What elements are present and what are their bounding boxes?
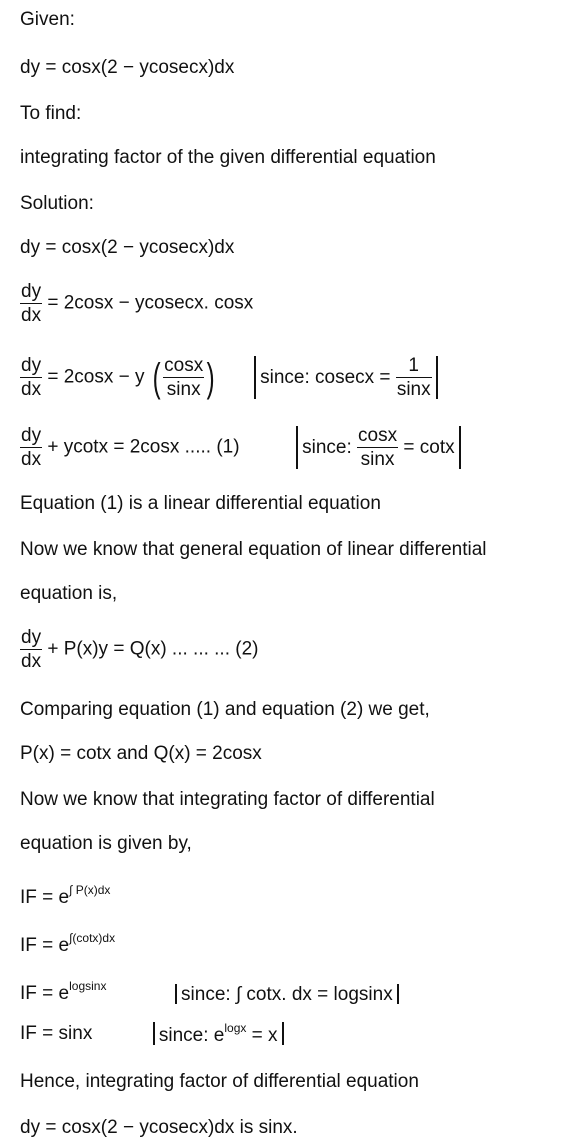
equation-general-form: [20, 628, 259, 671]
given-equation: dy = cosx(2 − ycosecx)dx: [20, 57, 235, 78]
final-answer: dy = cosx(2 − ycosecx)dx is sinx.: [20, 1117, 298, 1138]
to-find-label: To find:: [20, 103, 82, 124]
if-formula-3: IF = $e^{logsinx}$ since: ∫ cotx. dx = logsinx: [20, 974, 399, 1006]
dy-dx-fraction: $\frac{dy}{dx}$: [21, 281, 42, 326]
given-label: Given:: [20, 9, 75, 30]
if-line-2: equation is given by,: [20, 833, 192, 854]
since-note-cosec: since: cosecx = $\frac{1}{\sin x}$: [254, 356, 438, 399]
dy-dx-fraction: $\frac{dy}{dx}$: [21, 627, 42, 672]
equation-step-2: [20, 282, 253, 325]
dy-dx-fraction: $\frac{dy}{dx}$: [21, 425, 42, 470]
p-q-values: P(x) = cotx and Q(x) = 2cosx: [20, 743, 262, 764]
equation-step-4: [20, 426, 461, 469]
if-formula-1: IF = $e^{\int P(x)dx}$: [20, 883, 111, 908]
if-exponent-1: ∫ P(x)dx: [69, 883, 111, 897]
equation-step-3: $\frac{dy}{dx}$ = 2cosx − y ( $\frac{\cos x}{\sin x}$ ) since: cosecx = $\frac{1}{\sin x}$: [20, 356, 438, 399]
general-form-rhs: + P(x)y = Q(x) ... ... ... (2): [47, 638, 259, 660]
to-find-text: integrating factor of the given differential equation: [20, 147, 436, 168]
solution-label: Solution:: [20, 193, 94, 214]
equation-step-1: dy = cosx(2 − ycosecx)dx: [20, 237, 235, 258]
dy-dx-fraction: $\frac{dy}{dx}$: [21, 355, 42, 400]
know-line-1: Now we know that general equation of linear differential: [20, 539, 487, 560]
comparing-line: Comparing equation (1) and equation (2) we get,: [20, 699, 430, 720]
cosx-sinx-fraction: $\frac{\cos x}{\sin x}$: [164, 355, 204, 400]
if-result: IF = sinx since: $e^{logx} = x$: [20, 1022, 284, 1046]
since-note-exp: since: $e^{logx} = x$: [153, 1022, 284, 1045]
step-2-rhs: = 2cosx − ycosecx. cosx: [47, 292, 254, 314]
if-exponent-2: ∫(cotx)dx: [69, 931, 116, 945]
step-3-rhs: = 2cosx − y: [47, 366, 145, 388]
if-line-1: Now we know that integrating factor of differential: [20, 789, 435, 810]
if-exponent-3: logsinx: [69, 979, 107, 993]
step-4-rhs: + ycotx = 2cosx ..... (1): [47, 436, 240, 458]
since-note-integral: since: ∫ cotx. dx = logsinx: [175, 984, 399, 1003]
hence-line: Hence, integrating factor of differential equation: [20, 1071, 419, 1092]
since-note-cot: since: $\frac{\cos x}{\sin x}$ = cotx: [296, 426, 461, 469]
if-formula-2: IF = $e^{\int(cotx)dx}$: [20, 931, 116, 956]
linear-note: Equation (1) is a linear differential equation: [20, 493, 381, 514]
know-line-2: equation is,: [20, 583, 118, 604]
